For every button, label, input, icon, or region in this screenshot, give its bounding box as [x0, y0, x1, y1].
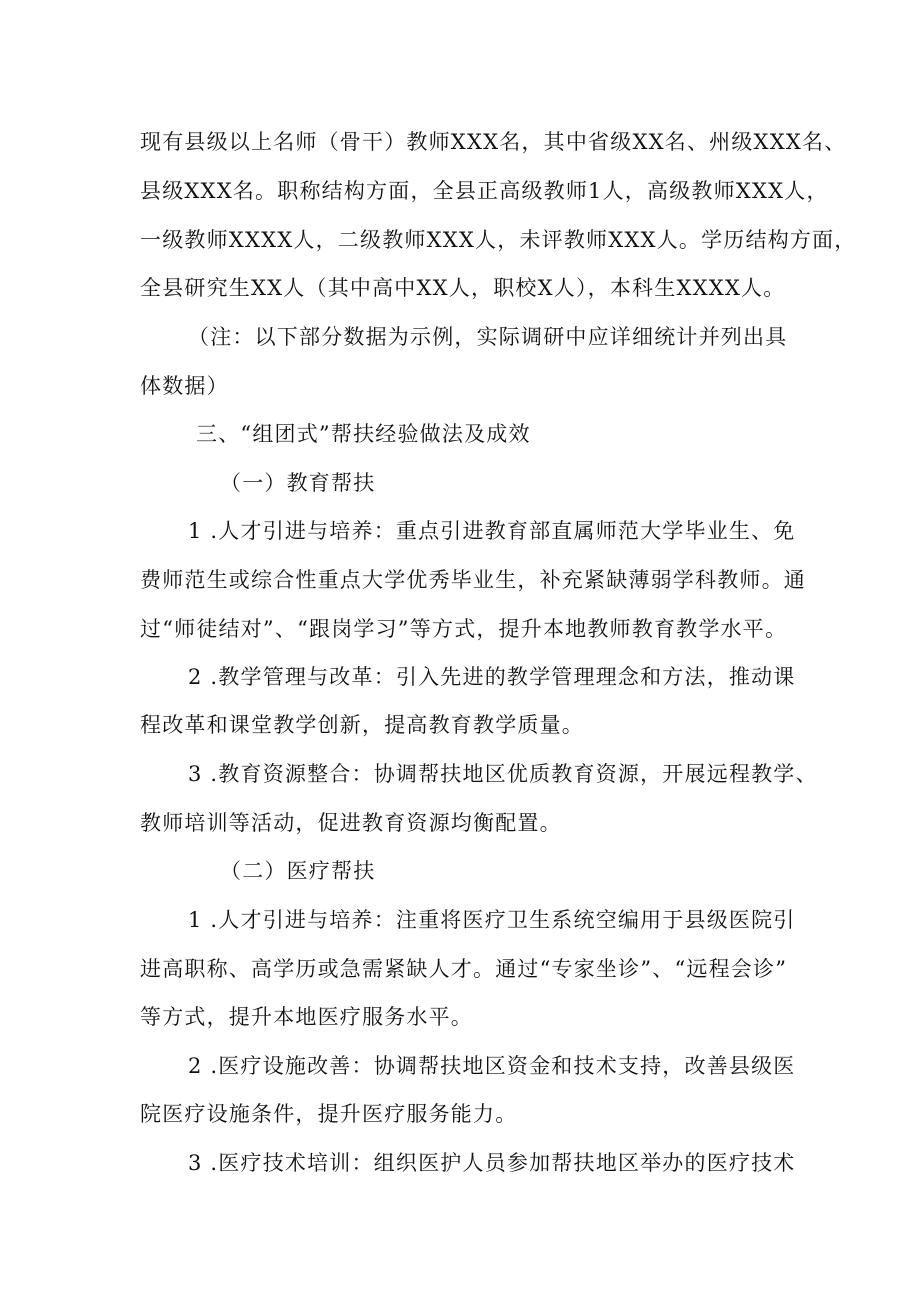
paragraph-line: 全县研究生XX人（其中高中XX人，职校X人），本科生XXXX人。 — [140, 276, 786, 300]
paragraph-line: 等方式，提升本地医疗服务水平。 — [140, 1005, 473, 1029]
paragraph-line: 院医疗设施条件，提升医疗服务能力。 — [140, 1102, 518, 1126]
paragraph-line: 过“师徒结对”、“跟岗学习”等方式，提升本地教师教育教学水平。 — [140, 617, 788, 641]
paragraph-line: 县级XXX名。职称结构方面，全县正高级教师1人，高级教师XXX人， — [140, 179, 829, 203]
subsection-heading: （二）医疗帮扶 — [220, 859, 376, 883]
paragraph-line: 现有县级以上名师（骨干）教师XXX名，其中省级XX名、州级XXX名、 — [140, 130, 847, 154]
note-line: （注：以下部分数据为示例，实际调研中应详细统计并列出具 — [188, 325, 788, 349]
paragraph-line: 3 .教育资源整合：协调帮扶地区优质教育资源，开展远程教学、 — [188, 762, 818, 786]
paragraph-line: 进高职称、高学历或急需紧缺人才。通过“专家坐诊”、“远程会诊” — [140, 957, 788, 981]
paragraph-line: 2 .教学管理与改革：引入先进的教学管理理念和方法，推动课 — [188, 665, 796, 689]
paragraph-line: 教师培训等活动，促进教育资源均衡配置。 — [140, 811, 562, 835]
paragraph-line: 1 .人才引进与培养：重点引进教育部直属师范大学毕业生、免 — [188, 519, 796, 543]
paragraph-line: 费师范生或综合性重点大学优秀毕业生，补充紧缺薄弱学科教师。通 — [140, 568, 806, 592]
paragraph-line: 一级教师XXXX人，二级教师XXX人，未评教师XXX人。学历结构方面， — [140, 228, 857, 252]
paragraph-line: 1 .人才引进与培养：注重将医疗卫生系统空编用于县级医院引 — [188, 908, 796, 932]
paragraph-line: 2 .医疗设施改善：协调帮扶地区资金和技术支持，改善县级医 — [188, 1054, 796, 1078]
section-heading: 三、“组团式”帮扶经验做法及成效 — [196, 422, 531, 446]
subsection-heading: （一）教育帮扶 — [220, 471, 376, 495]
paragraph-line: 程改革和课堂教学创新，提高教育教学质量。 — [140, 713, 584, 737]
paragraph-line: 3 .医疗技术培训：组织医护人员参加帮扶地区举办的医疗技术 — [188, 1151, 796, 1175]
note-line: 体数据） — [140, 374, 229, 398]
